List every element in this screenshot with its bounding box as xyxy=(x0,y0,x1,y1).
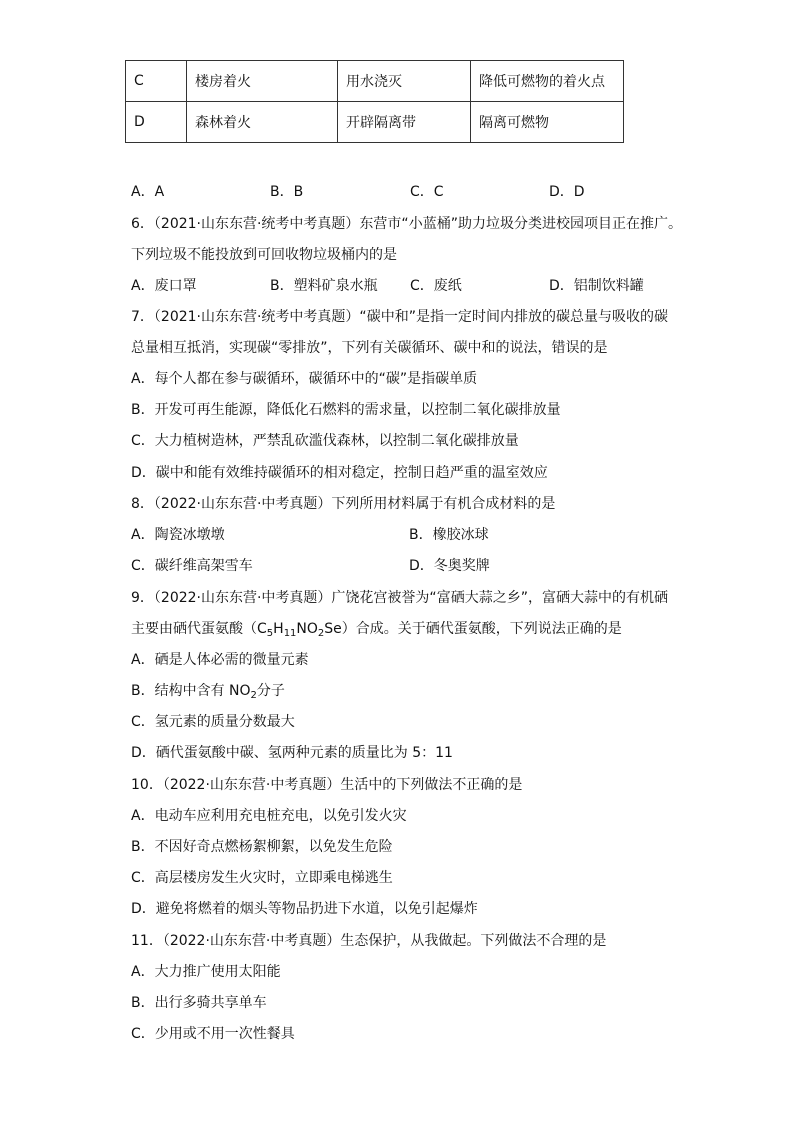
q6-option-c: C．废纸 xyxy=(410,278,462,294)
q7-option-b: B．开发可再生能源，降低化石燃料的需求量，以控制二氧化碳排放量 xyxy=(131,402,561,418)
q10-stem: 10．（2022·山东东营·中考真题）生活中的下列做法不正确的是 xyxy=(131,777,523,793)
formula-element: NO xyxy=(296,621,318,637)
q7-option-c: C．大力植树造林，严禁乱砍滥伐森林，以控制二氧化碳排放量 xyxy=(131,433,519,449)
q10-option-a: A．电动车应利用充电桩充电，以免引发火灾 xyxy=(131,808,407,824)
table-row xyxy=(126,61,624,102)
q5-option-a: A．A xyxy=(131,184,165,200)
q6-option-b: B．塑料矿泉水瓶 xyxy=(270,278,378,294)
q6-stem-line1: 6．（2021·山东东营·统考中考真题）东营市“小蓝桶”助力垃圾分类进校园项目正在推广。 xyxy=(131,216,682,232)
q11-option-c: C．少用或不用一次性餐具 xyxy=(131,1026,295,1042)
q6-option-d: D．铝制饮料罐 xyxy=(549,278,644,294)
table-cell: 楼房着火 xyxy=(187,61,338,102)
q6-stem-line2: 下列垃圾不能投放到可回收物垃圾桶内的是 xyxy=(131,247,397,263)
q9-option-b-text: B．结构中含有 NO xyxy=(131,683,251,699)
q9-stem-text: 主要由硒代蛋氨酸（C xyxy=(131,621,267,637)
q5-option-b: B．B xyxy=(270,184,304,200)
table-row xyxy=(126,102,624,143)
q8-option-d: D．冬奥奖牌 xyxy=(409,558,490,574)
q7-option-a: A．每个人都在参与碳循环，碳循环中的“碳”是指碳单质 xyxy=(131,371,478,387)
q9-stem-text: Se）合成。关于硒代蛋氨酸，下列说法正确的是 xyxy=(324,621,622,637)
q9-option-d: D．硒代蛋氨酸中碳、氢两种元素的质量比为 5：11 xyxy=(131,745,453,761)
q9-option-a: A．硒是人体必需的微量元素 xyxy=(131,652,309,668)
formula-element: H xyxy=(273,621,284,637)
table-cell: C xyxy=(126,61,187,102)
q8-option-c: C．碳纤维高架雪车 xyxy=(131,558,253,574)
answer-options-table xyxy=(125,60,624,143)
q8-option-b: B．橡胶冰球 xyxy=(409,527,489,543)
q9-stem-line1: 9．（2022·山东东营·中考真题）广饶花宫被誉为“富硒大蒜之乡”，富硒大蒜中的有机硒 xyxy=(131,590,668,606)
q8-option-a: A．陶瓷冰墩墩 xyxy=(131,527,225,543)
q9-stem-line2 xyxy=(131,619,622,639)
formula-subscript: 2 xyxy=(250,690,257,701)
table-cell: 用水浇灭 xyxy=(338,61,471,102)
q7-stem-line1: 7．（2021·山东东营·统考中考真题）“碳中和”是指一定时间内排放的碳总量与吸收的碳 xyxy=(131,309,668,325)
q8-stem: 8．（2022·山东东营·中考真题）下列所用材料属于有机合成材料的是 xyxy=(131,496,556,512)
q5-option-d: D．D xyxy=(549,184,585,200)
q5-option-c: C．C xyxy=(410,184,444,200)
q11-option-a: A．大力推广使用太阳能 xyxy=(131,964,281,980)
q10-option-d: D．避免将燃着的烟头等物品扔进下水道，以免引起爆炸 xyxy=(131,901,478,917)
q10-option-c: C．高层楼房发生火灾时，立即乘电梯逃生 xyxy=(131,870,393,886)
table-cell: 开辟隔离带 xyxy=(338,102,471,143)
q11-stem: 11．（2022·山东东营·中考真题）生态保护，从我做起。下列做法不合理的是 xyxy=(131,933,607,949)
q6-option-a: A．废口罩 xyxy=(131,278,197,294)
q9-option-b-text: 分子 xyxy=(256,683,285,699)
table-cell: 森林着火 xyxy=(187,102,338,143)
q11-option-b: B．出行多骑共享单车 xyxy=(131,995,267,1011)
table-cell: 降低可燃物的着火点 xyxy=(471,61,624,102)
q9-option-c: C．氢元素的质量分数最大 xyxy=(131,714,295,730)
formula-subscript: 5 xyxy=(266,628,274,639)
q7-stem-line2: 总量相互抵消，实现碳“零排放”，下列有关碳循环、碳中和的说法，错误的是 xyxy=(131,340,608,356)
q7-option-d: D．碳中和能有效维持碳循环的相对稳定，控制日趋严重的温室效应 xyxy=(131,465,548,481)
table-cell: D xyxy=(126,102,187,143)
q9-option-b xyxy=(131,681,285,701)
table-cell: 隔离可燃物 xyxy=(471,102,624,143)
formula-subscript: 2 xyxy=(317,628,325,639)
formula-subscript: 11 xyxy=(283,628,297,639)
q10-option-b: B．不因好奇点燃杨絮柳絮，以免发生危险 xyxy=(131,839,393,855)
